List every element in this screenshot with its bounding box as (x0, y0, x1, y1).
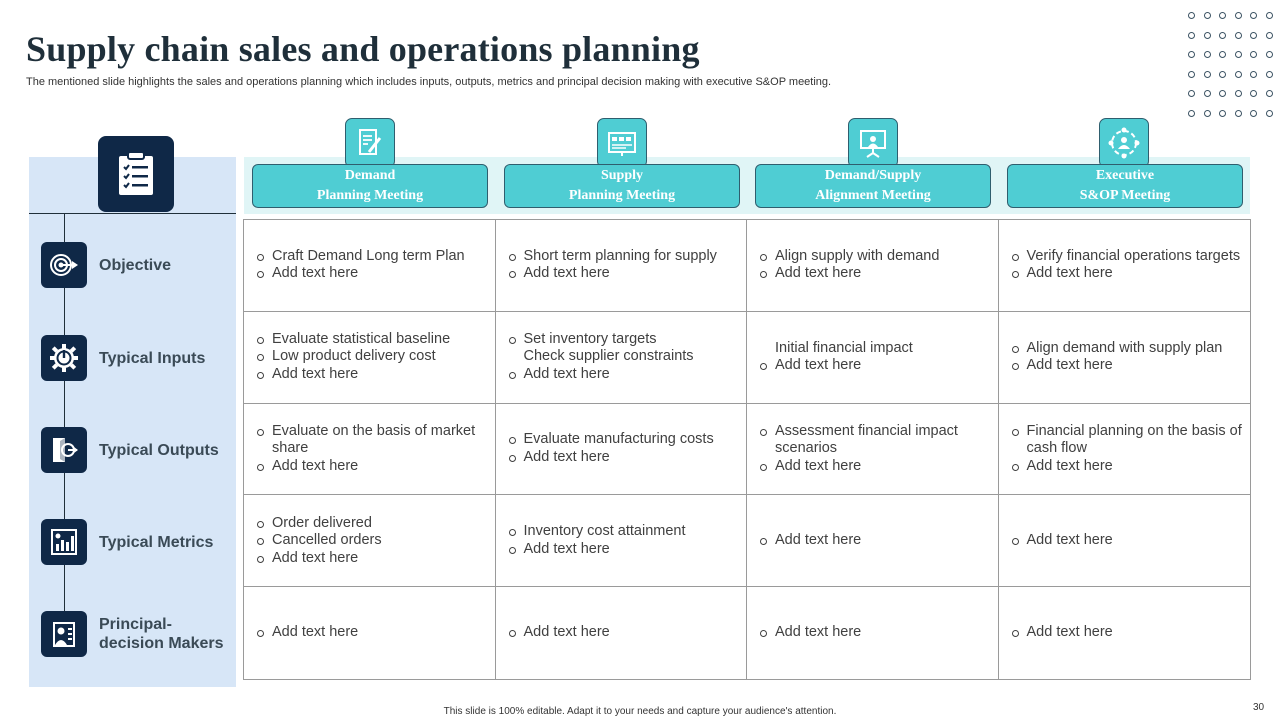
row-label: Objective (99, 256, 172, 274)
decorative-dot (1235, 71, 1242, 78)
decorative-dot (1235, 110, 1242, 117)
table-cell (244, 495, 496, 587)
cell-item: Add text here (508, 449, 743, 467)
decorative-dot (1204, 32, 1211, 39)
cell-item: Inventory cost attainment (508, 523, 743, 541)
decorative-dot (1250, 110, 1257, 117)
decorative-dot (1235, 51, 1242, 58)
decorative-dot (1250, 71, 1257, 78)
table-cell (999, 587, 1251, 679)
decorative-dot-grid (1184, 8, 1276, 116)
decorative-dot (1235, 12, 1242, 19)
row-header-panel (29, 157, 236, 687)
cell-item: Evaluate manufacturing costs (508, 431, 743, 449)
row-header-principal-decision-makers (41, 611, 236, 657)
column-header-line2: Alignment Meeting (815, 188, 931, 203)
decorative-dot (1266, 90, 1273, 97)
footer-note: This slide is 100% editable. Adapt it to your needs and capture your audience's attention. (443, 706, 837, 717)
column-header-line1: Supply (600, 168, 644, 183)
cell-item: Align supply with demand (759, 248, 994, 266)
table-cell (999, 495, 1251, 587)
decorative-dot (1219, 90, 1226, 97)
column-header-line2: Planning Meeting (316, 188, 424, 203)
decorative-dot (1204, 51, 1211, 58)
cell-item: Add text here (759, 532, 994, 550)
decorative-dot (1266, 12, 1273, 19)
row-header-typical-outputs (41, 427, 236, 473)
table-cell (496, 587, 748, 679)
cell-item: Add text here (1011, 458, 1247, 476)
row-label: Typical Metrics (99, 533, 214, 551)
table-cell (244, 220, 496, 312)
row-header-typical-inputs (41, 335, 236, 381)
column-header-supply-planning (504, 164, 740, 208)
column-header-line1: Executive (1095, 168, 1155, 183)
decorative-dot (1250, 32, 1257, 39)
cell-item: Low product delivery cost (256, 348, 491, 366)
cell-item: Add text here (508, 366, 743, 384)
cell-item: Add text here (1011, 532, 1247, 550)
table-cell (496, 404, 748, 496)
cell-item: Short term planning for supply (508, 248, 743, 266)
cell-item: Check supplier constraints (523, 348, 694, 365)
table-cell (747, 312, 999, 404)
decorative-dot (1266, 110, 1273, 117)
document-edit-icon (345, 118, 395, 168)
decorative-dot (1266, 71, 1273, 78)
row-header-typical-metrics (41, 519, 236, 565)
cell-item: Add text here (256, 265, 491, 283)
decorative-dot (1188, 12, 1195, 19)
table-cell (747, 404, 999, 496)
decorative-dot (1204, 71, 1211, 78)
cell-item: Assessment financial impact scenarios (759, 423, 994, 458)
cell-item: Financial planning on the basis of cash flow (1011, 423, 1247, 458)
page-subtitle: The mentioned slide highlights the sales and operations planning which includes inputs, outputs, metrics and principal decision making with executive S&OP meeting. (26, 76, 832, 88)
power-gear-icon (41, 335, 87, 381)
cell-item: Add text here (508, 265, 743, 283)
cell-item: Add text here (759, 265, 994, 283)
presentation-icon (848, 118, 898, 168)
cell-item: Add text here (256, 624, 491, 642)
row-header-divider (29, 213, 236, 214)
table-cell (747, 587, 999, 679)
cell-item: Add text here (1011, 265, 1247, 283)
planning-table (243, 219, 1251, 680)
cell-item: Order delivered (256, 515, 491, 533)
row-header-objective (41, 242, 236, 288)
decorative-dot (1219, 71, 1226, 78)
decorative-dot (1219, 32, 1226, 39)
cell-item: Set inventory targets (508, 331, 743, 349)
cell-item: Craft Demand Long term Plan (256, 248, 491, 266)
decorative-dot (1188, 71, 1195, 78)
table-cell (244, 404, 496, 496)
cell-item: Add text here (759, 357, 994, 375)
cell-item: Add text here (508, 624, 743, 642)
table-cell (747, 220, 999, 312)
decorative-dot (1219, 12, 1226, 19)
page-title: Supply chain sales and operations planning (26, 29, 700, 69)
decorative-dot (1219, 110, 1226, 117)
cell-item: Cancelled orders (256, 532, 491, 550)
cell-item: Add text here (256, 458, 491, 476)
column-header-executive (1007, 164, 1243, 208)
cell-item: Add text here (759, 624, 994, 642)
table-cell (496, 312, 748, 404)
cell-item: Add text here (759, 458, 994, 476)
cell-item: Add text here (256, 550, 491, 568)
decorative-dot (1188, 90, 1195, 97)
column-header-line1: Demand/Supply (824, 168, 922, 183)
page-number: 30 (1253, 702, 1265, 713)
column-header-line1: Demand (344, 168, 396, 183)
target-icon (41, 242, 87, 288)
column-header-line2: S&OP Meeting (1079, 188, 1171, 203)
decorative-dot (1204, 90, 1211, 97)
planning-board-icon (597, 118, 647, 168)
column-header-demand-planning (252, 164, 488, 208)
decorative-dot (1250, 12, 1257, 19)
table-cell (244, 312, 496, 404)
business-person-icon (41, 611, 87, 657)
row-label: Typical Outputs (99, 441, 219, 459)
table-cell (244, 587, 496, 679)
exit-door-icon (41, 427, 87, 473)
table-cell (496, 495, 748, 587)
bar-chart-icon (41, 519, 87, 565)
checklist-icon (98, 136, 174, 212)
table-cell (747, 495, 999, 587)
table-cell (999, 312, 1251, 404)
table-cell (999, 220, 1251, 312)
row-label: Typical Inputs (99, 349, 206, 367)
team-network-icon (1099, 118, 1149, 168)
cell-item: Add text here (1011, 624, 1247, 642)
column-header-line2: Planning Meeting (568, 188, 676, 203)
table-cell (999, 404, 1251, 496)
decorative-dot (1250, 90, 1257, 97)
decorative-dot (1188, 110, 1195, 117)
decorative-dot (1204, 12, 1211, 19)
decorative-dot (1204, 110, 1211, 117)
decorative-dot (1219, 51, 1226, 58)
row-label: Principal- decision Makers (99, 616, 224, 652)
decorative-dot (1266, 32, 1273, 39)
decorative-dot (1235, 32, 1242, 39)
decorative-dot (1188, 32, 1195, 39)
cell-item: Evaluate statistical baseline (256, 331, 491, 349)
cell-item: Evaluate on the basis of market share (256, 423, 491, 458)
cell-item: Add text here (508, 541, 743, 559)
cell-item: Verify financial operations targets (1011, 248, 1247, 266)
cell-item: Align demand with supply plan (1011, 340, 1247, 358)
decorative-dot (1250, 51, 1257, 58)
table-cell (496, 220, 748, 312)
decorative-dot (1266, 51, 1273, 58)
decorative-dot (1235, 90, 1242, 97)
decorative-dot (1188, 51, 1195, 58)
cell-item: Initial financial impact (775, 339, 913, 356)
cell-item: Add text here (256, 366, 491, 384)
column-header-alignment (755, 164, 991, 208)
cell-item: Add text here (1011, 357, 1247, 375)
